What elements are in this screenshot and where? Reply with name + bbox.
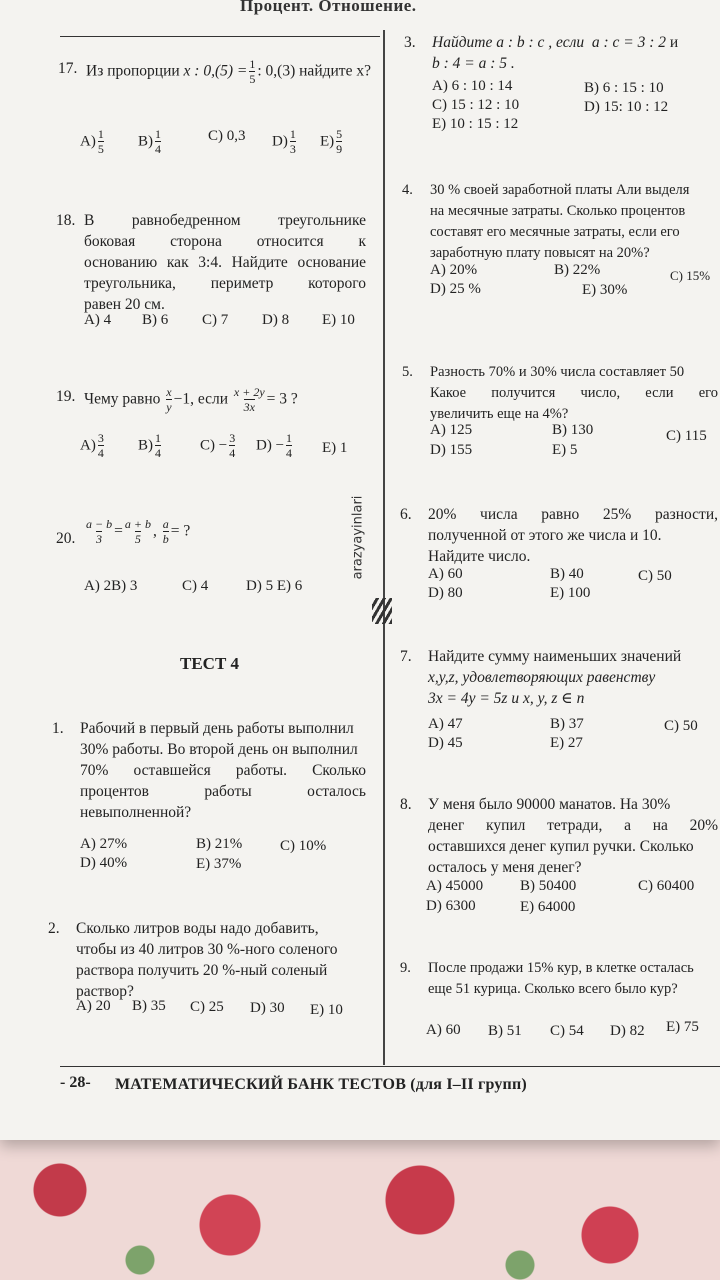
option-c[interactable]: C) − $\frac{3}{4}$ [200,431,236,460]
question-18: 18. В равнобедренном треугольнике боковая сторона относится к основанию как 3:4. Найдите основание треугольника, периметр которого равен 20 см. [56,212,366,313]
option-c[interactable]: C) 60400 [638,878,695,894]
question-number: 1. [52,720,64,737]
option-e[interactable]: E) 10 : 15 : 12 [432,116,519,132]
answer-options-19 [80,432,380,468]
option-a[interactable]: A) 6 : 10 : 14 [432,78,513,94]
option-e[interactable]: E) 10 [310,1002,343,1018]
answer-options-5 [430,422,718,462]
question-3: 3. Найдите a : b : c , если a : c = 3 : 2 и b : 4 = a : 5 . [404,34,679,72]
option-a[interactable]: A) $\frac{3}{4}$ [80,431,104,460]
option-d[interactable]: D) 30 [250,1000,285,1016]
question-number: 17. [58,60,78,77]
book-title: МАТЕМАТИЧЕСКИЙ БАНК ТЕСТОВ (для I–II групп) [115,1076,527,1093]
background-fabric [0,1130,720,1280]
option-a[interactable]: A) 60 [428,566,463,582]
question-6: 6. 20% числа равно 25% разности, полученной от этого же числа и 10. Найдите число. [400,506,718,565]
option-b[interactable]: B) 6 [142,312,169,328]
option-d[interactable]: D) − $\frac{1}{4}$ [256,431,293,460]
option-b[interactable]: B) $\frac{1}{4}$ [138,127,161,156]
page-header-title: Процент. Отношение. [240,0,417,15]
answer-options-t1 [80,836,380,876]
option-b[interactable]: B) 6 : 15 : 10 [584,80,664,96]
option-b[interactable]: B) 37 [550,716,584,732]
header-rule [60,36,380,37]
option-b[interactable]: B) 35 [132,998,166,1014]
answer-options-7 [428,716,716,756]
answer-options-8 [426,878,716,918]
option-b[interactable]: B) 22% [554,262,601,278]
page-number: - 28- [60,1074,91,1091]
option-d[interactable]: D) 6300 [426,898,476,914]
answer-options-17 [80,122,380,158]
option-d[interactable]: D) 8 [262,312,290,328]
answer-options-18 [84,312,374,334]
question-19: 19. Чему равно $\frac{x}{y}$ −1, если $\frac{x + 2y}{3x}$ = 3 ? [56,385,298,414]
option-c[interactable]: C) 54 [550,1023,584,1039]
option-a[interactable]: A) 20% [430,262,478,278]
option-a[interactable]: A) 27% [80,836,128,852]
question-number: 5. [402,364,413,380]
option-b[interactable]: B) 40 [550,566,584,582]
option-b[interactable]: B) 21% [196,836,243,852]
question-9: 9. После продажи 15% кур, в клетке осталась еще 51 курица. Сколько всего было кур? [400,960,694,997]
math-expression: x : 0,(5) = [183,62,248,80]
option-d[interactable]: D) 82 [610,1023,645,1039]
question-number: 9. [400,960,411,976]
option-b[interactable]: B) $\frac{1}{4}$ [138,431,161,460]
option-a[interactable]: A) 4 [84,312,112,328]
question-20: 20. $\frac{a - b}{3}$ = $\frac{a + b}{5}$ , $\frac{a}{b}$ = ? [56,517,191,547]
option-e[interactable]: E) 64000 [520,899,576,915]
publisher-logo: arazyayinlari [366,470,394,630]
test-title: ТЕСТ 4 [180,654,240,673]
question-8: 8. У меня было 90000 манатов. На 30% денег купил тетради, а на 20% оставшихся денег купил ручки. Сколько осталось у меня денег? [400,796,718,876]
question-text: Из пропорции [86,62,180,80]
option-e[interactable]: E) 27 [550,735,583,751]
logo-mark-icon [372,598,392,624]
option-d[interactable]: D) 80 [428,585,463,601]
question-number: 7. [400,648,412,665]
answer-options-4 [430,262,718,302]
option-a[interactable]: A) 47 [428,716,463,732]
option-c[interactable]: C) 10% [280,838,327,854]
option-e[interactable]: E) 5 [552,442,578,458]
option-a[interactable]: A) 60 [426,1022,461,1038]
option-a[interactable]: A) 125 [430,422,473,438]
option-c[interactable]: C) 4 [182,578,209,594]
answer-options-3 [432,78,717,138]
option-c[interactable]: C) 115 [666,428,707,444]
option-d-e[interactable]: D) 5 E) 6 [246,578,303,594]
option-d[interactable]: D) 25 % [430,281,481,297]
option-b[interactable]: B) 50400 [520,878,577,894]
question-number: 2. [48,920,60,937]
option-a[interactable]: A) 20 [76,998,111,1014]
option-d[interactable]: D) 155 [430,442,473,458]
option-c[interactable]: C) 7 [202,312,229,328]
question-text: найдите x? [299,62,371,80]
option-e[interactable]: E) 37% [196,856,242,872]
answer-options-20 [84,578,374,600]
math-expression: : 0,(3) [257,62,296,80]
question-5: 5. Разность 70% и 30% числа составляет 50 Какое получится число, если его увеличить еще на 4%? [402,364,718,422]
question-17 [58,57,376,86]
question-number: 3. [404,34,416,51]
option-b[interactable]: B) 130 [552,422,594,438]
question-number: 19. [56,388,76,405]
option-c[interactable]: C) 15% [670,268,711,283]
question-7: 7. Найдите сумму наименьших значений x,y,z, удовлетворяющих равенству 3x = 4y = 5z и x, y, z ∈ n [400,648,682,707]
option-e[interactable]: E) 30% [582,282,628,298]
test4-question-2: 2. Сколько литров воды надо добавить, чтобы из 40 литров 30 %-ного соленого раствора получить 20 %-ный соленый раствор? [48,920,338,1000]
footer-rule [60,1066,720,1067]
option-c[interactable]: C) 50 [638,568,672,584]
answer-options-t2 [76,998,376,1022]
answer-options-9 [426,1019,716,1046]
fraction: $\frac{1}{5}$ [249,57,256,86]
option-b[interactable]: B) 51 [488,1023,522,1039]
fraction: $\frac{x + 2y}{3x}$ [233,385,265,414]
option-e[interactable]: E) 75 [666,1019,699,1035]
option-a-b[interactable]: A) 2B) 3 [84,578,138,594]
option-d[interactable]: D) 40% [80,855,128,871]
question-number: 6. [400,506,412,523]
option-a[interactable]: A) 45000 [426,878,484,894]
option-c[interactable]: C) 25 [190,999,224,1015]
option-d[interactable]: D) $\frac{1}{3}$ [272,127,296,156]
option-a[interactable]: A) $\frac{1}{5}$ [80,127,104,156]
option-c[interactable]: C) 0,3 [208,128,246,144]
option-e[interactable]: E) 1 [322,440,348,456]
option-d[interactable]: D) 45 [428,735,463,751]
question-number: 20. [56,530,76,547]
answer-options-6 [428,566,716,606]
option-c[interactable]: C) 15 : 12 : 10 [432,97,520,113]
fraction: $\frac{x}{y}$ [166,385,172,414]
question-number: 4. [402,182,413,198]
question-4: 4. 30 % своей заработной платы Али выделя на месячные затраты. Сколько процентов составят его месячные затраты, если его заработную плату повысят на 20%? [402,182,690,261]
option-e[interactable]: E) $\frac{5}{9}$ [320,127,343,156]
option-d[interactable]: D) 15: 10 : 12 [584,99,669,115]
test4-question-1: 1. Рабочий в первый день работы выполнил 30% работы. Во второй день он выполнил 70% оставшейся работы. Сколько процентов работы осталось невыполненной? [52,720,366,821]
question-number: 8. [400,796,412,813]
option-e[interactable]: E) 100 [550,585,591,601]
option-c[interactable]: C) 50 [664,718,698,734]
question-number: 18. [56,212,76,229]
option-e[interactable]: E) 10 [322,312,355,328]
